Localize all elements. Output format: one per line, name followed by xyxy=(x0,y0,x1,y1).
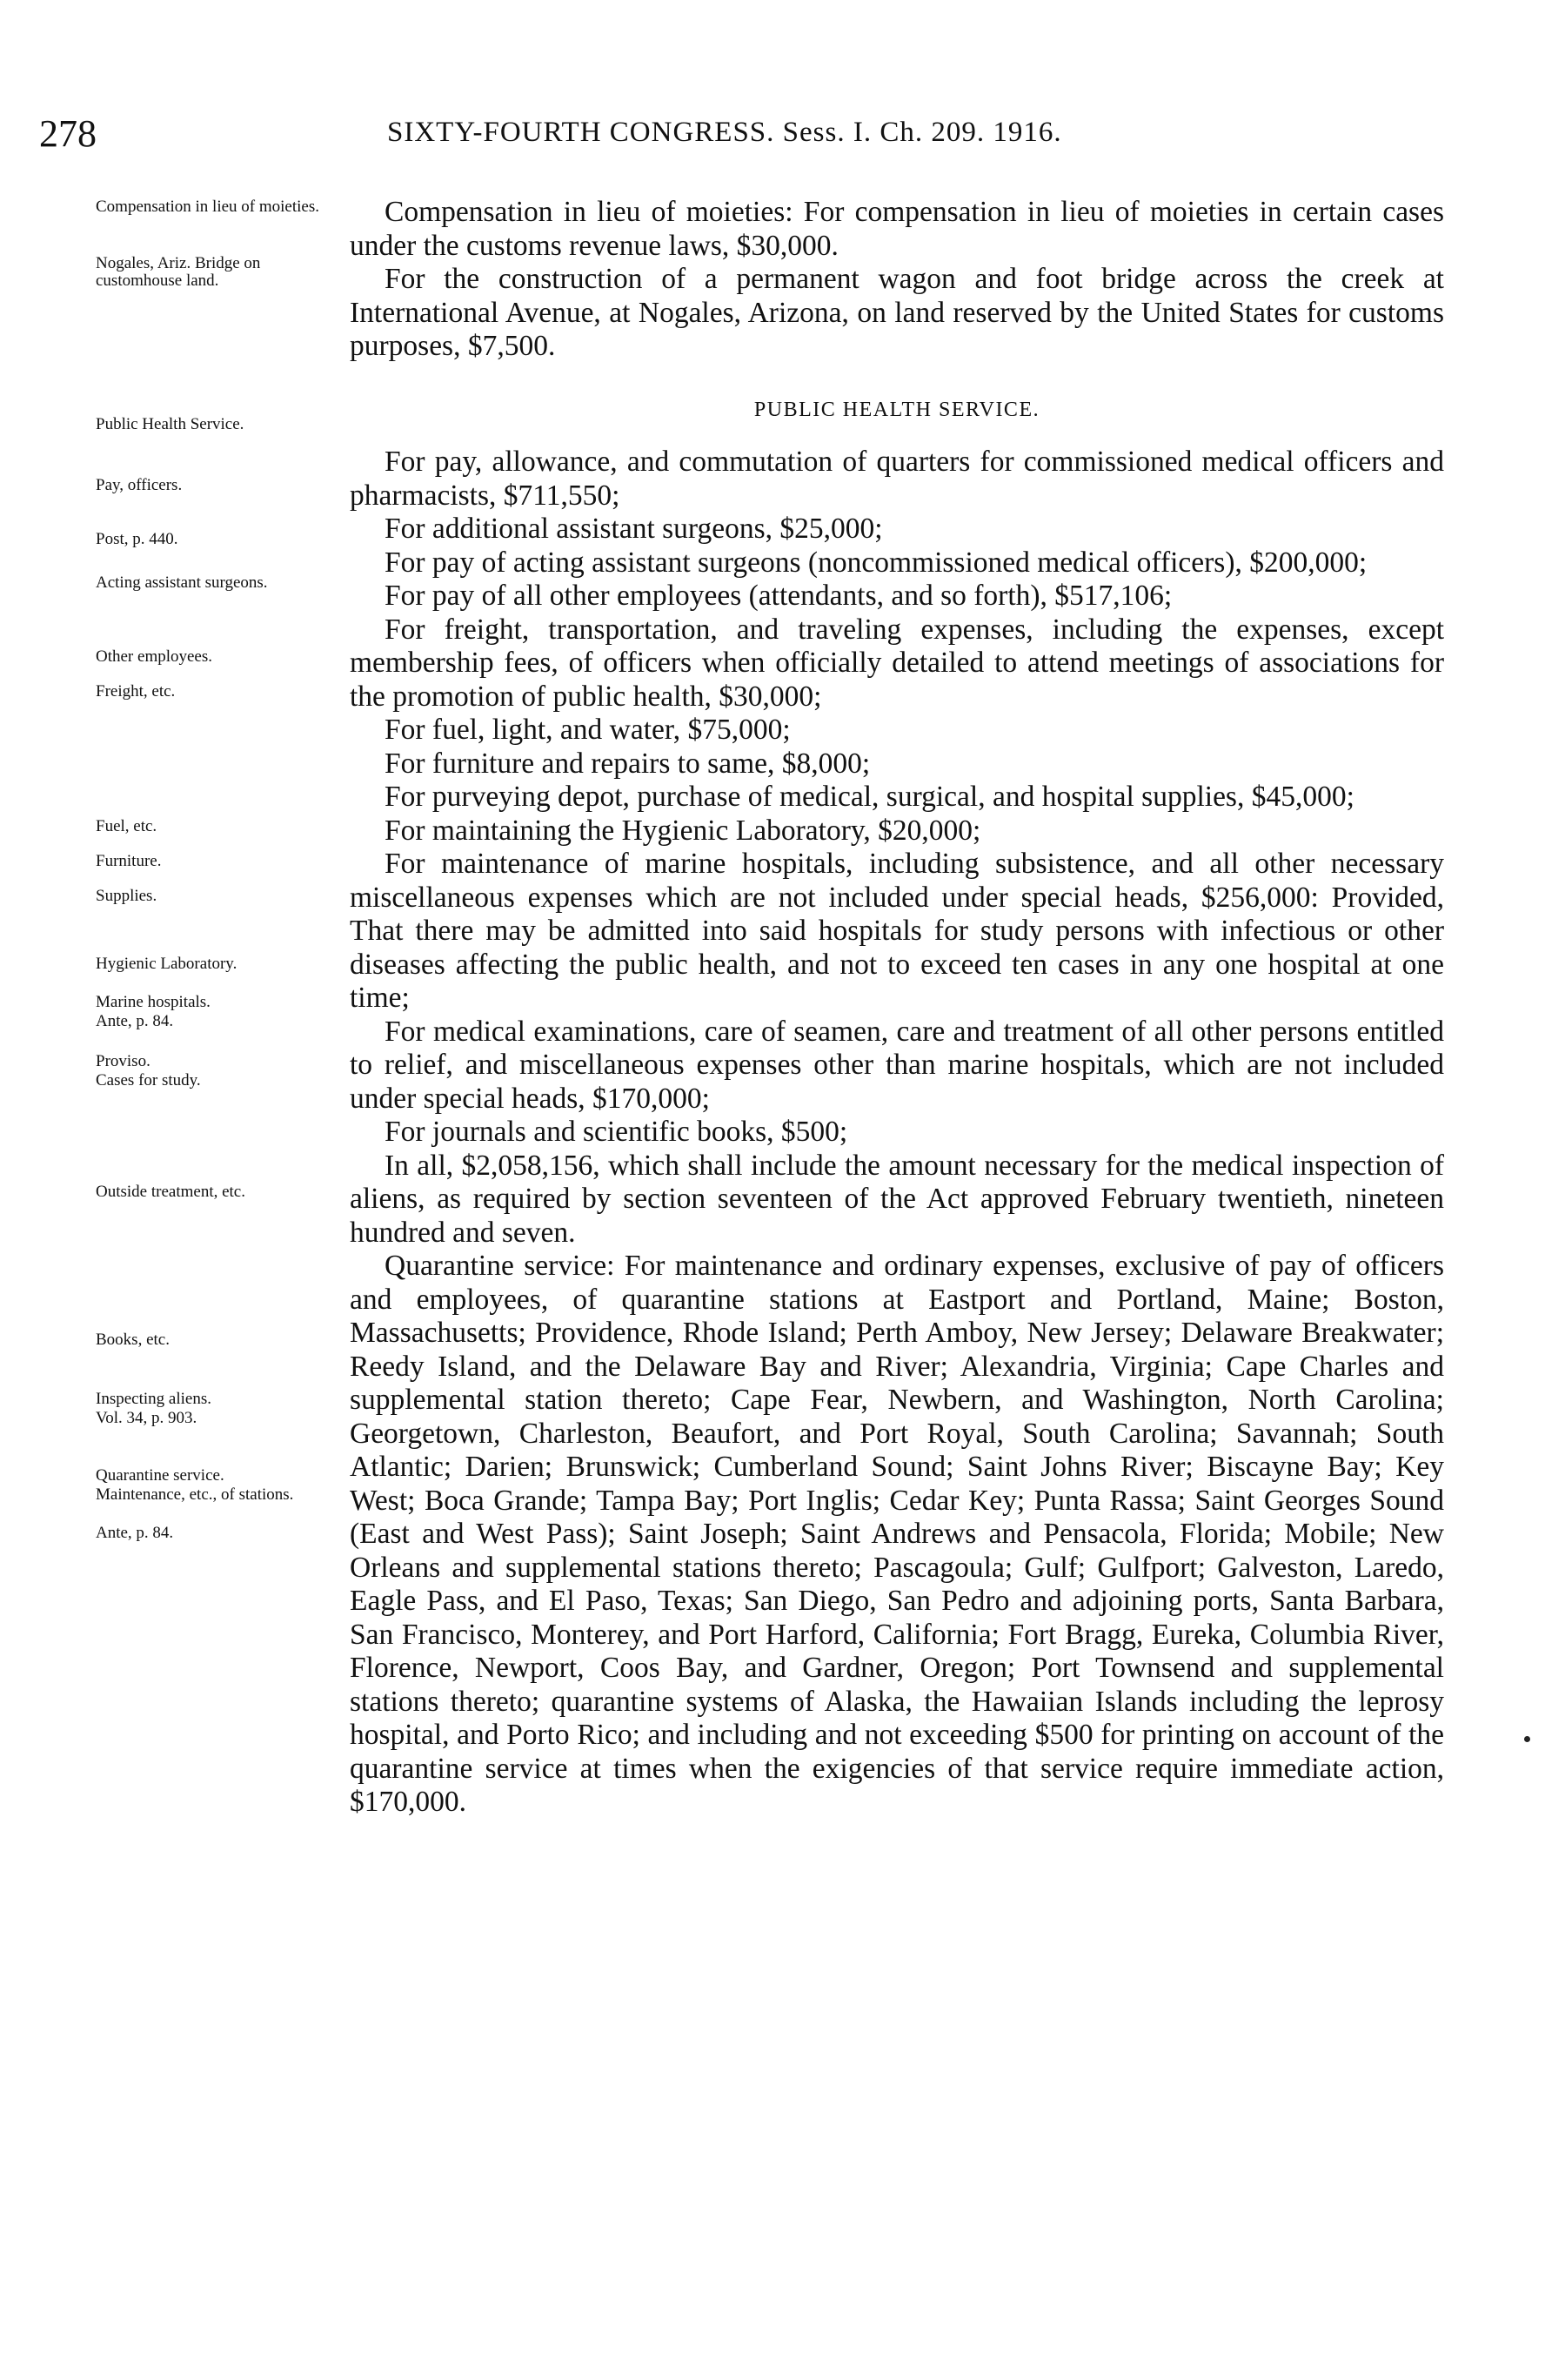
statute-text xyxy=(350,196,1444,1820)
running-title: SIXTY-FOURTH CONGRESS. Sess. I. Ch. 209. 1916. xyxy=(387,117,1062,148)
margin-note: Hygienic Laboratory. xyxy=(96,955,237,973)
paragraph: For pay of acting assistant surgeons (noncommissioned medical officers), $200,000; xyxy=(385,546,1368,579)
margin-note: Furniture. xyxy=(96,852,162,870)
margin-note: Acting assistant surgeons. xyxy=(96,573,268,592)
margin-note: Books, etc. xyxy=(96,1331,170,1349)
paragraph: For pay, allowance, and commutation of quarters for commissioned medical officers and pharmacists, $711,550; xyxy=(350,446,1444,512)
paragraph: For medical examinations, care of seamen, care and treatment of all other persons entitled to relief, and miscellaneous expenses other than marine hospitals, which are not included under special heads, $170,000; xyxy=(350,1015,1444,1115)
running-header xyxy=(39,111,1448,155)
paragraph: For maintenance of marine hospitals, including subsistence, and all other necessary miscellaneous expenses which are not included under special heads, $256,000: Provided, That there may be admitted into said hospitals for study persons with infectious or other diseases affecting the public health, and not to exceed ten cases in any one hospital at one time; xyxy=(350,848,1444,1014)
paragraph: For additional assistant surgeons, $25,000; xyxy=(385,513,883,545)
margin-note: Inspecting aliens. xyxy=(96,1390,211,1408)
margin-note: Ante, p. 84. xyxy=(96,1012,174,1030)
paragraph: For freight, transportation, and traveling expenses, including the expenses, except membership fees, of officers when officially detailed to attend meetings of associations for the promotion of public health, $30,000; xyxy=(350,613,1444,713)
margin-note: Cases for study. xyxy=(96,1071,201,1089)
paragraph: Quarantine service: For maintenance and ordinary expenses, exclusive of pay of officers and employees, of quarantine stations at Eastport and Portland, Maine; Boston, Massachusetts; Providence, Rhode Island; Perth Amboy, New Jersey; Delaware Breakwater; Reedy Island, and the Delaware Bay and River; Alexandria, Virginia; Cape Charles and supplemental station thereto; Cape Fear, Newbern, and Washington, North Carolina; Georgetown, Charleston, Beaufort, and Port Royal, South Carolina; Savannah; South Atlantic; Darien; Brunswick; Cumberland Sound; Saint Johns River; Biscayne Bay; Key West; Boca Grande; Tampa Bay; Port Inglis; Cedar Key; Punta Rassa; Saint Georges Sound (East and West Pass); Saint Joseph; Saint Andrews and Pensacola, Florida; Mobile; New Orleans and supplemental stations thereto; Pascagoula; Gulf; Gulfport; Galveston, Laredo, Eagle Pass, and El Paso, Texas; San Diego, San Pedro and adjoining ports, Santa Barbara, San Francisco, Monterey, and Port Harford, California; Fort Bragg, Eureka, Columbia River, Florence, Newport, Coos Bay, and Gardner, Oregon; Port Townsend and supplemental stations thereto; quarantine systems of Alaska, the Hawaiian Islands including the leprosy hospital, and Porto Rico; and including and not exceeding $500 for printing on account of the quarantine service at times when the exigencies of that service require immediate action, $170,000. xyxy=(350,1250,1444,1818)
margin-note: Maintenance, etc., of stations. xyxy=(96,1485,294,1504)
paragraph: For journals and scientific books, $500; xyxy=(385,1116,848,1148)
stray-mark xyxy=(1524,1736,1530,1742)
paragraph: For furniture and repairs to same, $8,000; xyxy=(385,747,871,780)
margin-note: Post, p. 440. xyxy=(96,530,178,548)
paragraph: In all, $2,058,156, which shall include the amount necessary for the medical inspection of aliens, as required by section seventeen of the Act approved February twentieth, nineteen hundred and seven. xyxy=(350,1149,1444,1249)
margin-note: Marine hospitals. xyxy=(96,993,211,1011)
paragraph: Compensation in lieu of moieties: For compensation in lieu of moieties in certain cases under the customs revenue laws, $30,000. xyxy=(350,196,1444,262)
margin-note: Fuel, etc. xyxy=(96,817,157,835)
margin-note: Public Health Service. xyxy=(96,415,244,433)
paragraph: For fuel, light, and water, $75,000; xyxy=(385,714,791,746)
margin-note: Quarantine service. xyxy=(96,1466,224,1485)
margin-note: Pay, officers. xyxy=(96,476,183,494)
margin-note: Other employees. xyxy=(96,647,213,666)
margin-note: Compensation in lieu of moieties. xyxy=(96,198,319,216)
margin-note: Freight, etc. xyxy=(96,682,176,701)
margin-note: Proviso. xyxy=(96,1052,150,1070)
paragraph: For purveying depot, purchase of medical, surgical, and hospital supplies, $45,000; xyxy=(385,781,1354,813)
margin-note: Nogales, Ariz. Bridge on customhouse land. xyxy=(96,254,261,290)
paragraph: For the construction of a permanent wagon and foot bridge across the creek at International Avenue, at Nogales, Arizona, on land reserved by the United States for customs purposes, $7,500. xyxy=(350,263,1444,362)
paragraph: For pay of all other employees (attendants, and so forth), $517,106; xyxy=(385,580,1173,612)
margin-note: Ante, p. 84. xyxy=(96,1524,174,1542)
margin-note: Vol. 34, p. 903. xyxy=(96,1409,197,1427)
paragraph: For maintaining the Hygienic Laboratory, $20,000; xyxy=(385,814,981,847)
page-number: 278 xyxy=(39,112,97,155)
section-heading: PUBLIC HEALTH SERVICE. xyxy=(753,398,1040,421)
margin-note: Outside treatment, etc. xyxy=(96,1183,245,1201)
margin-note: Supplies. xyxy=(96,887,157,905)
